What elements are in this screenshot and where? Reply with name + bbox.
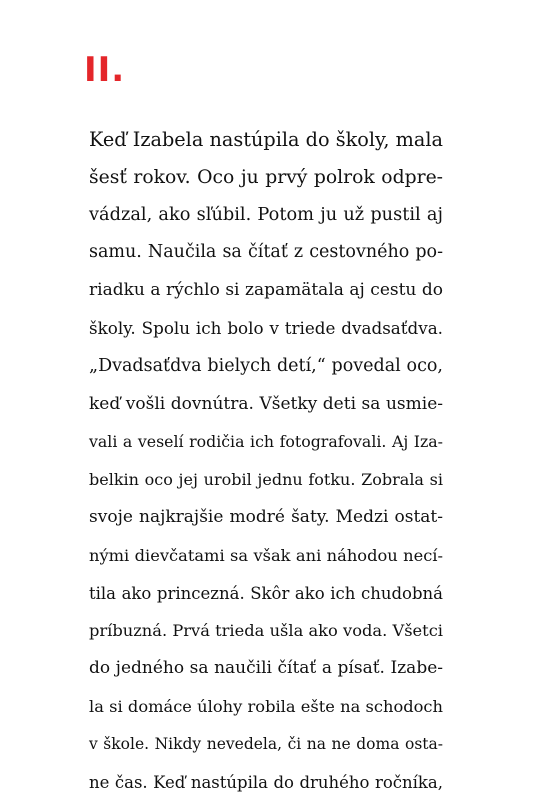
text-line: Keď Izabela nastúpila do školy, mala xyxy=(89,128,443,151)
text-line: „Dvadsaťdva bielych detí,“ povedal oco, xyxy=(89,355,443,376)
text-line: vádzal, ako sľúbil. Potom ju už pustil aj xyxy=(89,204,443,225)
body-text xyxy=(89,121,443,801)
text-line: svoje najkrajšie modré šaty. Medzi ostat- xyxy=(89,506,443,527)
text-line: nými dievčatami sa však ani náhodou necí- xyxy=(89,545,443,565)
text-line: príbuzná. Prvá trieda ušla ako voda. Všetci xyxy=(89,621,443,641)
text-line: školy. Spolu ich bolo v triede dvadsaťdva. xyxy=(89,317,443,338)
text-line: keď vošli dovnútra. Všetky deti sa usmie- xyxy=(89,393,443,414)
chapter-number: II. xyxy=(84,50,126,90)
text-line: tila ako princezná. Skôr ako ich chudobná xyxy=(89,583,443,603)
text-line: ne čas. Keď nastúpila do druhého ročníka, xyxy=(89,772,443,792)
text-line: la si domáce úlohy robila ešte na schodoch xyxy=(89,696,443,716)
text-line: vali a veselí rodičia ich fotografovali. Aj Iza- xyxy=(89,432,443,452)
text-line: šesť rokov. Oco ju prvý polrok odpre- xyxy=(89,166,443,188)
text-line: do jedného sa naučili čítať a písať. Izabe- xyxy=(89,658,443,679)
text-line: riadku a rýchlo si zapamätala aj cestu do xyxy=(89,280,443,301)
text-line: v škole. Nikdy nevedela, či na ne doma osta- xyxy=(89,734,443,753)
text-line: samu. Naučila sa čítať z cestovného po- xyxy=(89,242,443,263)
text-line: belkin oco jej urobil jednu fotku. Zobrala si xyxy=(89,470,443,490)
